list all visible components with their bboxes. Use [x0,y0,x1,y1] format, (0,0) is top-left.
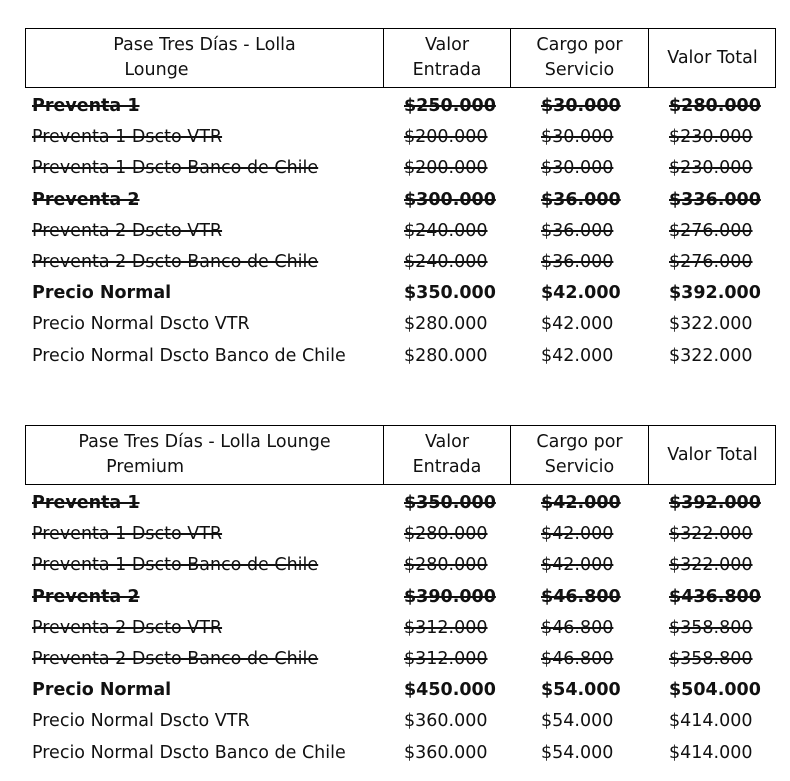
row-ticket-name: Preventa 2 Dscto VTR [32,220,223,241]
table-row [25,309,776,340]
row-cargo-servicio: $54.000 [541,711,614,732]
table-row [25,185,776,216]
row-cargo-servicio: $30.000 [541,158,614,179]
row-ticket-name: Precio Normal Dscto Banco de Chile [32,742,346,763]
row-ticket-name: Preventa 1 [32,493,140,513]
row-ticket-name: Preventa 2 Dscto Banco de Chile [32,251,319,272]
row-cargo-servicio: $54.000 [541,680,621,701]
header-valor-entrada: Valor Entrada [412,432,482,477]
row-cargo-servicio: $46.800 [541,648,614,669]
row-ticket-name: Preventa 1 Dscto Banco de Chile [32,555,319,576]
price-table-2 [25,425,776,769]
row-valor-total: $336.000 [669,189,761,210]
column-divider [383,426,384,484]
table-row [25,122,776,153]
row-valor-total: $276.000 [669,251,753,272]
row-valor-entrada: $350.000 [404,493,496,513]
price-table-1 [25,28,776,372]
row-cargo-servicio: $42.000 [541,555,614,576]
row-valor-total: $322.000 [669,314,753,335]
row-ticket-name: Precio Normal Dscto Banco de Chile [32,345,346,366]
row-cargo-servicio: $30.000 [541,127,614,148]
header-valor-total: Valor Total [667,47,758,68]
row-cargo-servicio: $42.000 [541,314,614,335]
row-cargo-servicio: $42.000 [541,345,614,366]
row-cargo-servicio: $42.000 [541,524,614,545]
row-valor-total: $276.000 [669,220,753,241]
header-cargo-servicio: Cargo por Servicio [536,432,623,477]
header-valor-total: Valor Total [667,444,758,465]
row-cargo-servicio: $36.000 [541,220,614,241]
table-header [25,425,776,485]
row-cargo-servicio: $42.000 [541,283,621,304]
table-row [25,582,776,613]
row-ticket-name: Precio Normal [32,283,172,304]
table-body [25,88,776,372]
row-valor-entrada: $250.000 [404,96,496,116]
row-cargo-servicio: $42.000 [541,493,621,513]
table-row [25,153,776,184]
row-valor-entrada: $312.000 [404,617,488,638]
row-cargo-servicio: $30.000 [541,96,621,116]
header-valor-entrada: Valor Entrada [412,35,482,80]
header-cargo-servicio: Cargo por Servicio [536,35,623,80]
row-ticket-name: Precio Normal Dscto VTR [32,314,250,335]
row-ticket-name: Preventa 2 [32,586,140,607]
header-pass-name: Pase Tres Días - Lolla Lounge [113,35,296,80]
row-valor-total: $414.000 [669,742,753,763]
row-ticket-name: Preventa 2 Dscto Banco de Chile [32,648,319,669]
table-row [25,278,776,309]
row-valor-total: $392.000 [669,283,761,304]
row-valor-total: $392.000 [669,493,761,513]
table-body [25,485,776,769]
row-valor-total: $358.800 [669,648,753,669]
row-valor-entrada: $280.000 [404,314,488,335]
row-valor-entrada: $390.000 [404,586,496,607]
row-ticket-name: Preventa 2 Dscto VTR [32,617,223,638]
row-ticket-name: Precio Normal Dscto VTR [32,711,250,732]
column-divider [510,29,511,87]
row-valor-total: $436.800 [669,586,761,607]
row-valor-total: $358.800 [669,617,753,638]
row-ticket-name: Preventa 2 [32,189,140,210]
table-row [25,488,776,519]
column-divider [510,426,511,484]
table-row [25,247,776,278]
row-ticket-name: Preventa 1 Dscto VTR [32,524,223,545]
row-valor-total: $280.000 [669,96,761,116]
row-ticket-name: Precio Normal [32,680,172,701]
row-valor-entrada: $312.000 [404,648,488,669]
table-row [25,519,776,550]
header-pass-name: Pase Tres Días - Lolla Lounge Premium [78,432,331,477]
row-valor-entrada: $360.000 [404,711,488,732]
table-row [25,706,776,737]
row-valor-entrada: $280.000 [404,524,488,545]
row-valor-total: $230.000 [669,127,753,148]
table-row [25,550,776,581]
table-row [25,91,776,122]
row-valor-entrada: $350.000 [404,283,496,304]
row-cargo-servicio: $54.000 [541,742,614,763]
row-cargo-servicio: $46.800 [541,617,614,638]
table-row [25,644,776,675]
row-ticket-name: Preventa 1 [32,96,140,116]
row-valor-entrada: $240.000 [404,220,488,241]
row-valor-entrada: $300.000 [404,189,496,210]
row-valor-total: $322.000 [669,524,753,545]
row-valor-total: $504.000 [669,680,761,701]
row-valor-entrada: $450.000 [404,680,496,701]
table-row [25,613,776,644]
column-divider [648,426,649,484]
row-valor-total: $322.000 [669,345,753,366]
row-valor-entrada: $280.000 [404,555,488,576]
table-row [25,738,776,769]
row-valor-entrada: $240.000 [404,251,488,272]
row-valor-total: $414.000 [669,711,753,732]
row-ticket-name: Preventa 1 Dscto Banco de Chile [32,158,319,179]
row-valor-entrada: $200.000 [404,127,488,148]
row-cargo-servicio: $36.000 [541,189,621,210]
row-valor-total: $230.000 [669,158,753,179]
table-row [25,675,776,706]
column-divider [383,29,384,87]
row-cargo-servicio: $36.000 [541,251,614,272]
table-row [25,216,776,247]
row-valor-entrada: $280.000 [404,345,488,366]
row-valor-total: $322.000 [669,555,753,576]
row-valor-entrada: $360.000 [404,742,488,763]
row-valor-entrada: $200.000 [404,158,488,179]
table-row [25,341,776,372]
row-cargo-servicio: $46.800 [541,586,621,607]
row-ticket-name: Preventa 1 Dscto VTR [32,127,223,148]
table-header [25,28,776,88]
column-divider [648,29,649,87]
